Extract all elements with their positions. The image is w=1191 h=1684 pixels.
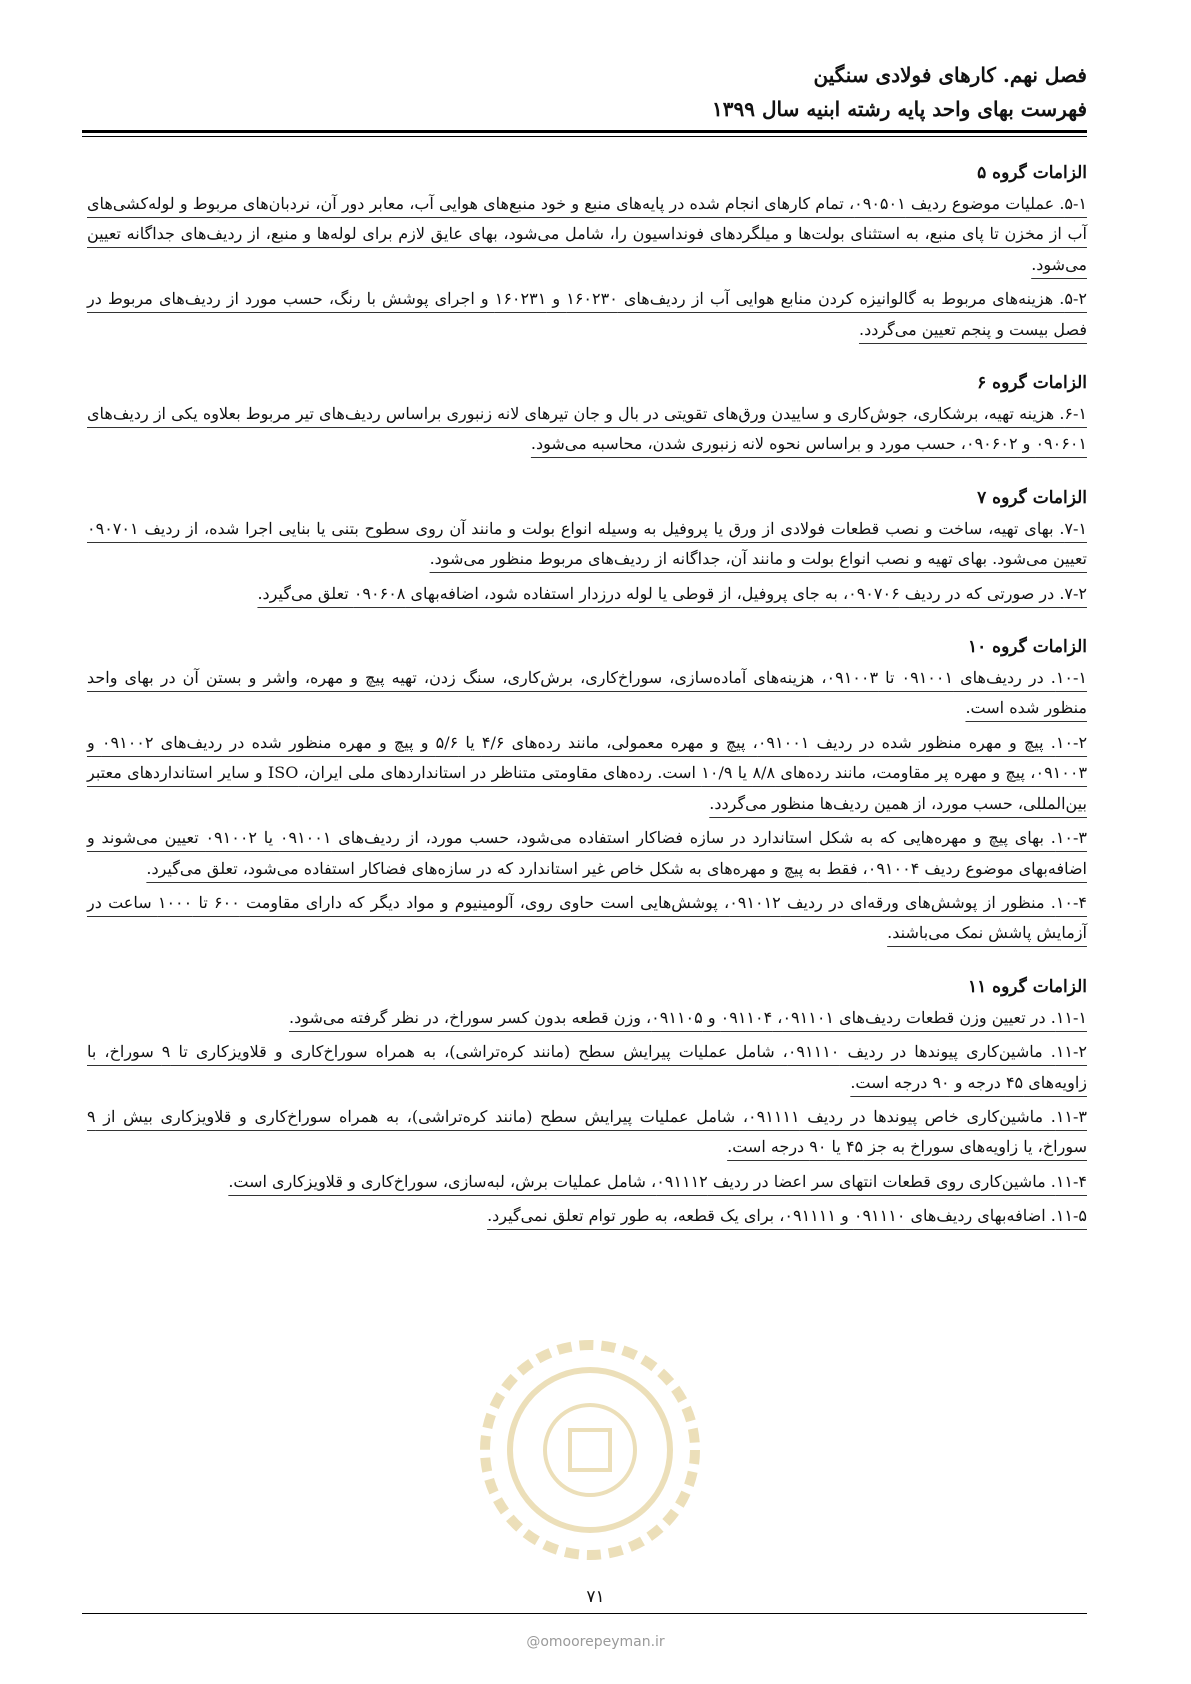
clause-text: ۷-۲. در صورتی که در ردیف ۰۹۰۷۰۶، به جای پروفیل، از قوطی یا لوله درزدار استفاده شود، اضافه‌بهای ۰۹۰۶۰۸ تعلق می‌گیرد. (257, 583, 1087, 603)
chapter-title: فصل نهم. کارهای فولادی سنگین (813, 63, 1087, 87)
page-number: ۷۱ (586, 1587, 605, 1607)
document-body (87, 157, 1087, 1254)
clause-item (87, 1167, 1087, 1197)
clause-text: ۱۱-۲. ماشین‌کاری پیوندها در ردیف ۰۹۱۱۱۰، شامل عملیات پیرایش سطح (مانند کره‌تراشی)، به همراه سوراخ‌کاری و قلاویزکاری تا ۹ سوراخ، با زاویه‌های ۴۵ درجه و ۹۰ درجه است. (87, 1042, 1088, 1092)
clause-text: ۱۱-۴. ماشین‌کاری روی قطعات انتهای سر اعضا در ردیف ۰۹۱۱۱۲، شامل عملیات برش، لبه‌سازی، سوراخ‌کاری و قلاویزکاری است. (228, 1171, 1087, 1191)
footer-rule (82, 1613, 1087, 1614)
clause-item (87, 284, 1087, 345)
clause-item (87, 399, 1087, 460)
clause-text: ۷-۱. بهای تهیه، ساخت و نصب قطعات فولادی از ورق یا پروفیل به وسیله انواع بولت و مانند آن روی سطوح بتنی یا بنایی اجرا شده، از ردیف ۰۹۰۷۰۱ تعیین می‌شود. بهای تهیه و نصب انواع بولت و مانند آن، جداگانه از ردیف‌های مربوط منظور می‌شود. (87, 518, 1087, 569)
header-rule-thin (82, 136, 1087, 137)
section-title: الزامات گروه ۱۰ (968, 637, 1087, 658)
clause-text: ۵-۱. عملیات موضوع ردیف ۰۹۰۵۰۱، تمام کارهای انجام شده در پایه‌های منبع و خود منبع‌های هوایی آب، معابر دور آن، نردبان‌های مربوط و لوله‌کشی‌های آب از مخزن تا پای منبع، به استثنای بولت‌ها و میلگردهای فونداسیون را، شامل می‌شود، بهای عایق لازم برای لوله‌ها و منبع، از ردیف‌های جداگانه تعیین می‌شود. (87, 194, 1088, 274)
section-title: الزامات گروه ۱۱ (968, 976, 1087, 997)
header-rule-thick (82, 130, 1087, 133)
clause-item (87, 1037, 1087, 1098)
clause-item (87, 888, 1087, 949)
clause-text: ۱۱-۵. اضافه‌بهای ردیف‌های ۰۹۱۱۱۰ و ۰۹۱۱۱۱، برای یک قطعه، به طور توام تعلق نمی‌گیرد. (487, 1206, 1087, 1226)
clause-text: ۱۰-۳. بهای پیچ و مهره‌هایی که به شکل استاندارد در سازه فضاکار استفاده می‌شود، حسب مورد، از ردیف‌های ۰۹۱۰۰۱ یا ۰۹۱۰۰۲ تعیین می‌شوند و اضافه‌بهای موضوع ردیف ۰۹۱۰۰۴، فقط به پیچ و مهره‌های به شکل خاص غیر استاندارد که در سازه‌های فضاکار استفاده می‌شود، تعلق می‌گیرد. (87, 828, 1088, 878)
clause-item (87, 1201, 1087, 1231)
section-title: الزامات گروه ۶ (977, 373, 1087, 394)
section-group-11 (87, 971, 1087, 1232)
clause-text: ۱۱-۳. ماشین‌کاری خاص پیوندها در ردیف ۰۹۱۱۱۱، شامل عملیات پیرایش سطح (مانند کره‌تراشی)، به همراه سوراخ‌کاری و قلاویزکاری بیش از ۹ سوراخ، یا زاویه‌های سوراخ به جز ۴۵ یا ۹۰ درجه است. (87, 1106, 1087, 1157)
section-group-5 (87, 157, 1087, 345)
section-title: الزامات گروه ۵ (977, 163, 1087, 183)
clause-item (87, 189, 1087, 280)
section-group-7 (87, 482, 1087, 609)
clause-text: ۱۰-۲. پیچ و مهره منظور شده در ردیف ۰۹۱۰۰۱، پیچ و مهره معمولی، مانند رده‌های ۴/۶ یا ۵/۶ و پیچ و مهره منظور شده در ردیف‌های ۰۹۱۰۰۲ و ۰۹۱۰۰۳، پیچ و مهره پر مقاومت، مانند رده‌های ۸/۸ یا ۱۰/۹ است. رده‌های مقاومتی متناظر در استانداردهای ملی ایران، ISO و سایر استانداردهای معتبر بین‌المللی، حسب مورد، از همین ردیف‌ها منظور می‌گردد. (87, 732, 1088, 813)
website-link[interactable]: @omoorepeyman.ir (526, 1634, 665, 1650)
section-group-10 (87, 631, 1087, 949)
clause-item (87, 579, 1087, 609)
watermark-seal-icon (470, 1320, 710, 1580)
clause-item (87, 1003, 1087, 1033)
clause-item (87, 514, 1087, 575)
clause-item (87, 728, 1087, 819)
list-title: فهرست بهای واحد پایه رشته ابنیه سال ۱۳۹۹ (712, 97, 1087, 121)
clause-text: ۱۰-۴. منظور از پوشش‌های ورقه‌ای در ردیف ۰۹۱۰۱۲، پوشش‌هایی است حاوی روی، آلومینیوم و مواد دیگر که دارای مقاومت ۶۰۰ تا ۱۰۰۰ ساعت در آزمایش پاشش نمک می‌باشند. (87, 892, 1088, 943)
clause-item (87, 663, 1087, 724)
clause-text: ۶-۱. هزینه تهیه، برشکاری، جوش‌کاری و ساییدن ورق‌های تقویتی در بال و جان تیرهای لانه زنبوری براساس ردیف‌های تیر مربوط بعلاوه یکی از ردیف‌های ۰۹۰۶۰۱ و ۰۹۰۶۰۲، حسب مورد و براساس نحوه لانه زنبوری شدن، محاسبه می‌شود. (87, 404, 1087, 454)
clause-text: ۵-۲. هزینه‌های مربوط به گالوانیزه کردن منابع هوایی آب از ردیف‌های ۱۶۰۲۳۰ و ۱۶۰۲۳۱ و اجرای پوشش با رنگ، حسب مورد از ردیف‌های مربوط در فصل بیست و پنجم تعیین می‌گردد. (87, 289, 1087, 339)
section-title: الزامات گروه ۷ (977, 487, 1087, 508)
section-group-6 (87, 367, 1087, 460)
clause-text: ۱۱-۱. در تعیین وزن قطعات ردیف‌های ۰۹۱۱۰۱، ۰۹۱۱۰۴ و ۰۹۱۱۰۵، وزن قطعه بدون کسر سوراخ، در نظر گرفته می‌شود. (289, 1007, 1087, 1027)
clause-text: ۱۰-۱. در ردیف‌های ۰۹۱۰۰۱ تا ۰۹۱۰۰۳، هزینه‌های آماده‌سازی، سوراخ‌کاری، برش‌کاری، سنگ زدن، تهیه پیچ و مهره، واشر و بستن آن در بهای واحد منظور شده است. (87, 668, 1088, 718)
clause-item (87, 1102, 1087, 1163)
page-header (82, 58, 1087, 126)
clause-item (87, 823, 1087, 884)
